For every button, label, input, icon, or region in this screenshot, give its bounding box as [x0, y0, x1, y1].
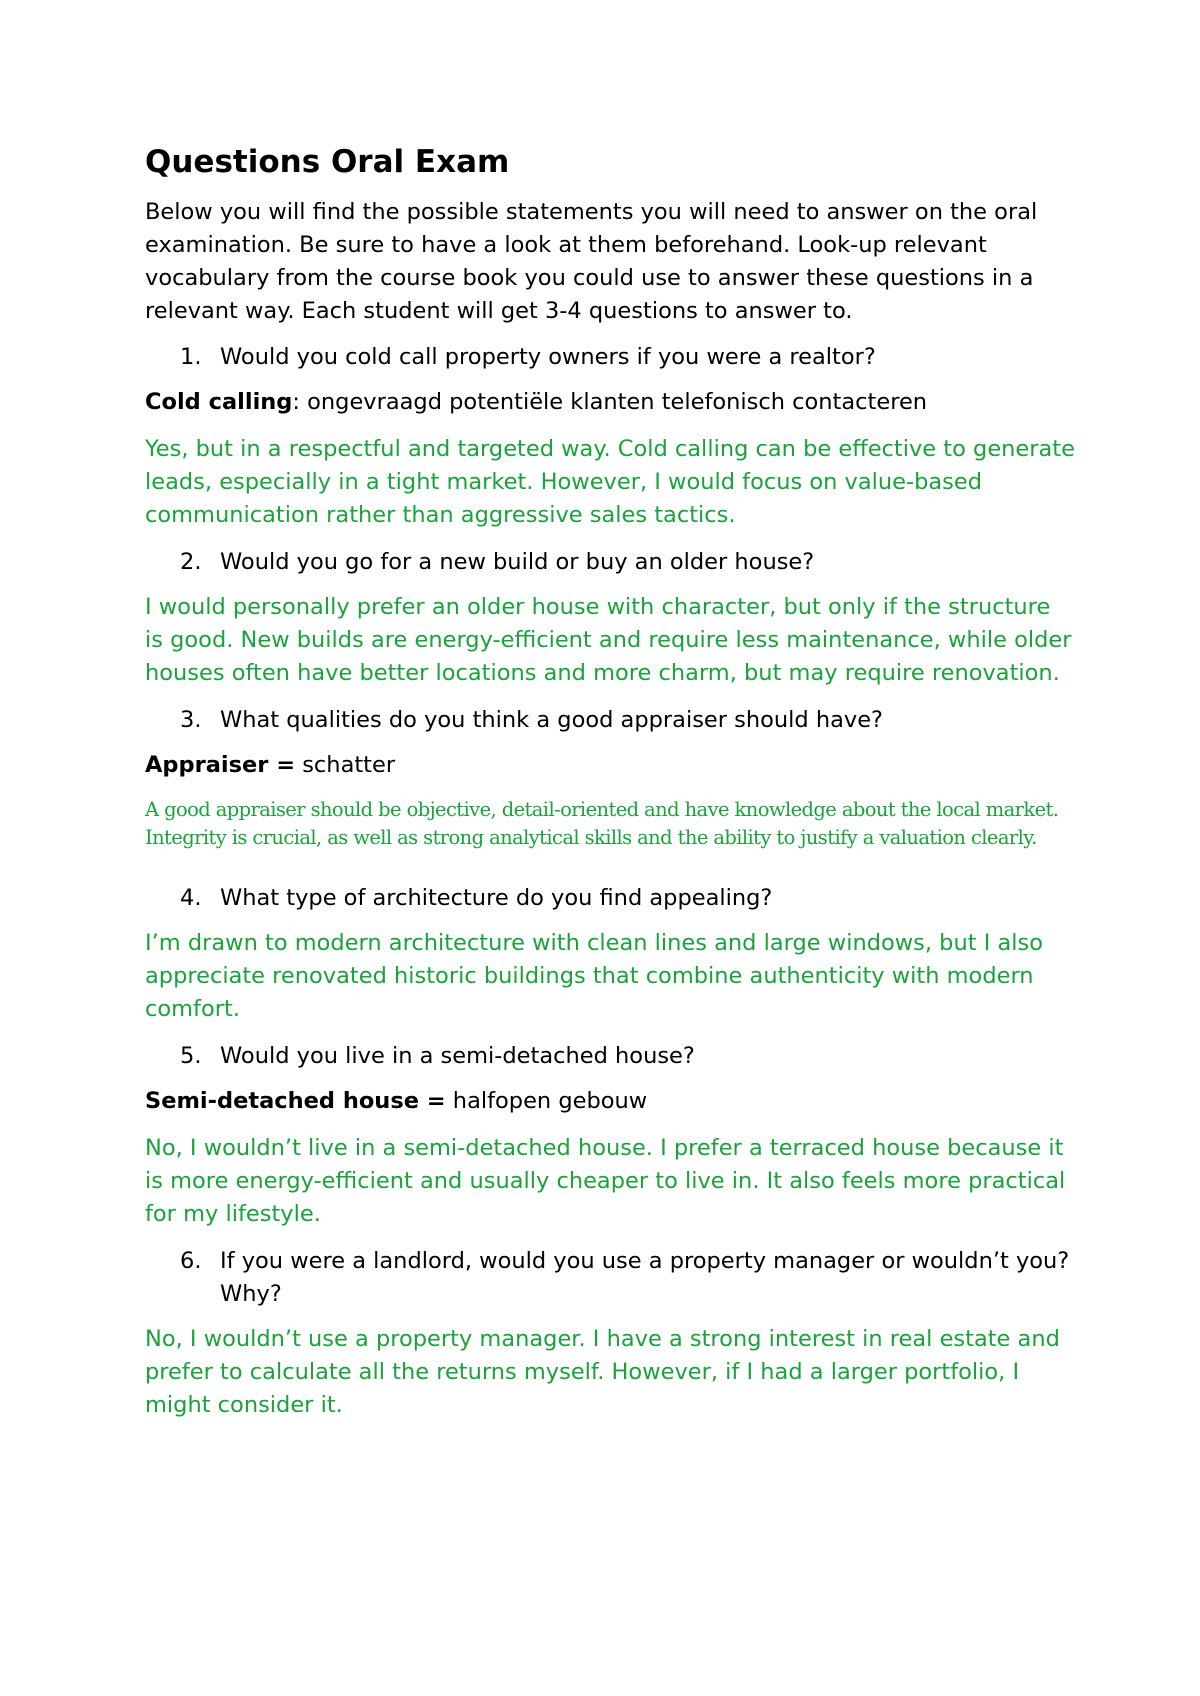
vocab-term: Cold calling [145, 389, 293, 415]
question-1 [145, 341, 1075, 374]
vocab-cold-calling [145, 386, 1075, 419]
question-3 [145, 704, 1075, 737]
question-number: 6. [180, 1248, 202, 1274]
vocab-definition: : ongevraagd potentiële klanten telefonisch contacteren [292, 389, 928, 415]
question-4 [145, 882, 1075, 915]
answer-3: A good appraiser should be objective, detail-oriented and have knowledge about the local market. Integrity is crucial, as well as strong analytical skills and the ability to justify a valuation clearly. [145, 798, 1059, 849]
page-title: Questions Oral Exam [145, 144, 510, 180]
question-number: 3. [180, 707, 202, 733]
question-2 [145, 546, 1075, 579]
question-text: If you were a landlord, would you use a property manager or wouldn’t you? Why? [220, 1248, 1070, 1307]
answer-1: Yes, but in a respectful and targeted way. Cold calling can be effective to generate leads, especially in a tight market. However, I would focus on value-based communication rather than aggressive sales tactics. [145, 436, 1075, 528]
question-number: 4. [180, 885, 202, 911]
question-number: 1. [180, 344, 202, 370]
question-text: What qualities do you think a good appraiser should have? [220, 707, 884, 733]
answer-6: No, I wouldn’t use a property manager. I have a strong interest in real estate and prefer to calculate all the returns myself. However, if I had a larger portfolio, I might consider it. [145, 1326, 1060, 1418]
document-content [145, 140, 1075, 1436]
question-number: 2. [180, 549, 202, 575]
intro-paragraph: Below you will find the possible statements you will need to answer on the oral examination. Be sure to have a look at them beforehand. Look-up relevant vocabulary from the course book you could use to answer these questions in a relevant way. Each student will get 3-4 questions to answer to. [145, 199, 1038, 324]
question-text: Would you live in a semi-detached house? [220, 1043, 695, 1069]
question-text: What type of architecture do you find appealing? [220, 885, 773, 911]
question-text: Would you go for a new build or buy an older house? [220, 549, 815, 575]
question-number: 5. [180, 1043, 202, 1069]
answer-5: No, I wouldn’t live in a semi-detached house. I prefer a terraced house because it is more energy-efficient and usually cheaper to live in. It also feels more practical for my lifestyle. [145, 1135, 1066, 1227]
vocab-semi-detached [145, 1085, 1075, 1118]
question-6 [145, 1245, 1075, 1311]
vocab-definition: schatter [295, 752, 396, 778]
answer-2: I would personally prefer an older house with character, but only if the structure is good. New builds are energy-efficient and require less maintenance, while older houses often have better locations and more charm, but may require renovation. [145, 594, 1072, 686]
vocab-term: Appraiser = [145, 752, 296, 778]
vocab-appraiser [145, 749, 1075, 782]
answer-4: I’m drawn to modern architecture with clean lines and large windows, but I also appreciate renovated historic buildings that combine authenticity with modern comfort. [145, 930, 1044, 1022]
vocab-term: Semi-detached house = [145, 1088, 446, 1114]
vocab-definition: halfopen gebouw [445, 1088, 648, 1114]
question-text: Would you cold call property owners if you were a realtor? [220, 344, 876, 370]
question-5 [145, 1040, 1075, 1073]
